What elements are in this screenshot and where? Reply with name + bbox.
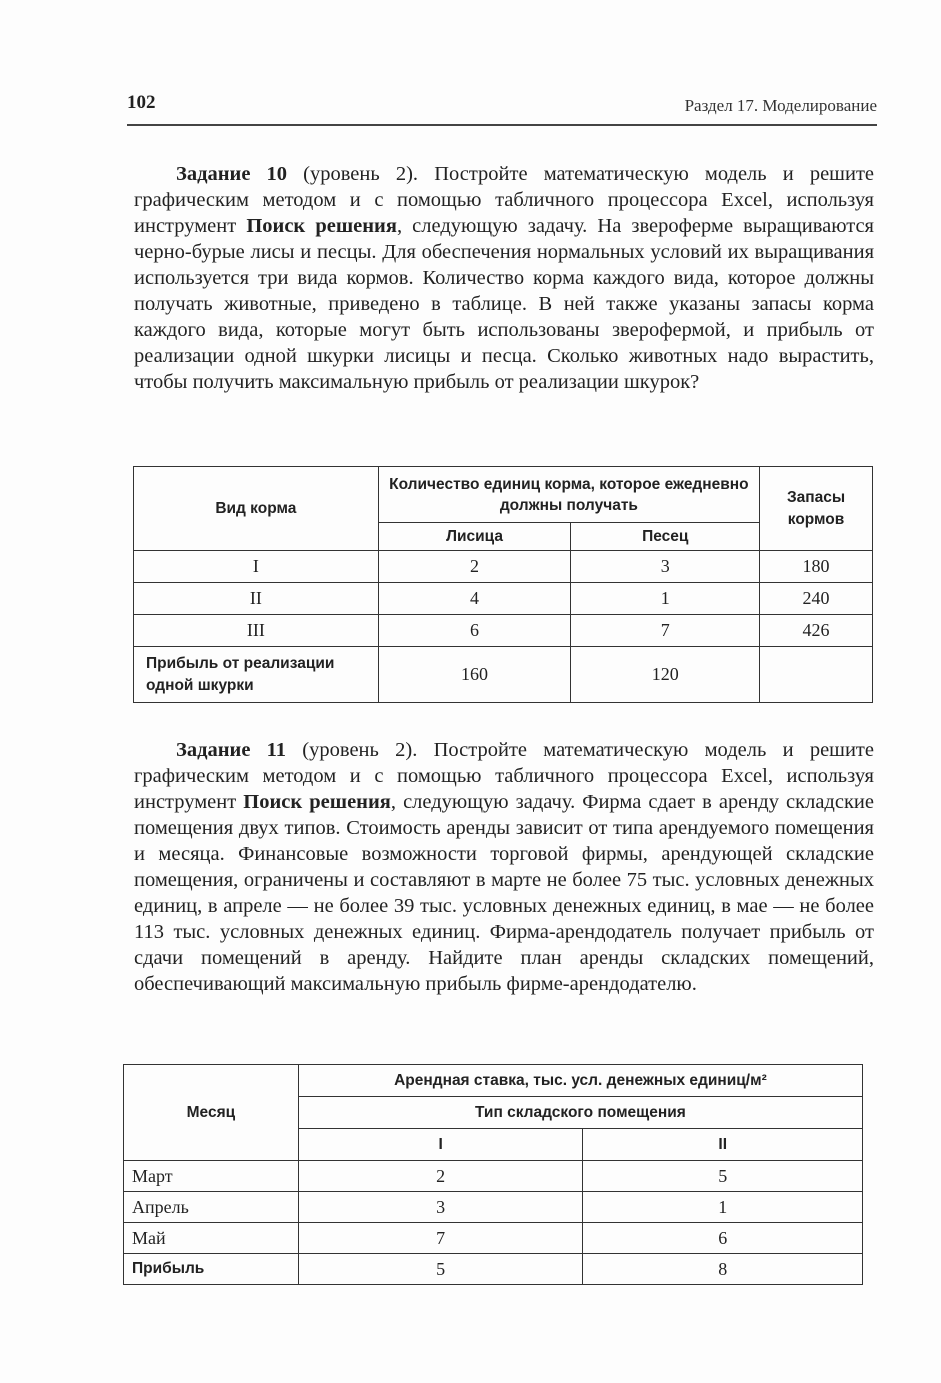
task10-tool-name: Поиск решения xyxy=(246,214,397,237)
header-rent-rate: Арендная ставка, тыс. усл. денежных единиц/м² xyxy=(298,1065,862,1097)
table-row: Май 7 6 xyxy=(124,1223,863,1254)
profit-row: Прибыль от реализации одной шкурки 160 120 xyxy=(134,647,873,703)
table-row: Март 2 5 xyxy=(124,1161,863,1192)
task10-title: Задание 10 xyxy=(176,162,288,185)
page-header xyxy=(127,88,877,126)
header-daily-amount: Количество единиц корма, которое ежедневно должны получать xyxy=(378,467,759,523)
table-row: II 4 1 240 xyxy=(134,583,873,615)
header-fox: Лисица xyxy=(378,523,571,551)
table-row: III 6 7 426 xyxy=(134,615,873,647)
header-stock: Запасы кормов xyxy=(760,467,873,551)
running-head: Раздел 17. Моделирование xyxy=(684,96,877,115)
task11-title: Задание 11 xyxy=(176,738,287,761)
task11-tool-name: Поиск решения xyxy=(243,790,391,813)
task10-paragraph: Задание 10 (уровень 2). Постройте математическую модель и решите графическим методом и с помощью табличного процессора Excel, используя инструмент Поиск решения, следующую задачу. На звероферме выращиваются черно-бурые лисы и песцы. Для обеспечения нормальных условий их выращивания используется три вида кормов. Количество корма каждого вида, которое должны получать животные, приведено в таблице. В ней также указаны запасы корма каждого вида, которые могут быть использованы зверофермой, и прибыль от реализации одной шкурки лисицы и песца. Сколько животных надо вырастить, чтобы получить максимальную прибыль от реализации шкурок? xyxy=(134,162,874,393)
header-type-2: II xyxy=(583,1129,863,1161)
table-row: I 2 3 180 xyxy=(134,551,873,583)
task11-paragraph: Задание 11 (уровень 2). Постройте математическую модель и решите графическим методом и с помощью табличного процессора Excel, используя инструмент Поиск решения, следующую задачу. Фирма сдает в аренду складские помещения двух типов. Стоимость аренды зависит от типа арендуемого помещения и месяца. Финансовые возможности торговой фирмы, арендующей складские помещения, ограничены и составляют в марте не более 75 тыс. условных денежных единиц, в апреле — не более 39 тыс. условных денежных единиц, в мае — не более 113 тыс. условных денежных единиц. Фирма-арендодатель получает прибыль от сдачи помещений в аренду. Найдите план аренды складских помещений, обеспечивающий максимальную прибыль фирме-арендодателю. xyxy=(134,738,874,995)
header-month: Месяц xyxy=(124,1065,299,1161)
header-feed-type: Вид корма xyxy=(134,467,379,551)
profit-row: Прибыль 5 8 xyxy=(124,1254,863,1285)
table-row: Апрель 3 1 xyxy=(124,1192,863,1223)
feed-table xyxy=(133,466,873,703)
header-warehouse-type: Тип складского помещения xyxy=(298,1097,862,1129)
header-arctic-fox: Песец xyxy=(571,523,760,551)
page-number: 102 xyxy=(127,92,156,113)
rent-table xyxy=(123,1064,863,1285)
header-type-1: I xyxy=(298,1129,583,1161)
